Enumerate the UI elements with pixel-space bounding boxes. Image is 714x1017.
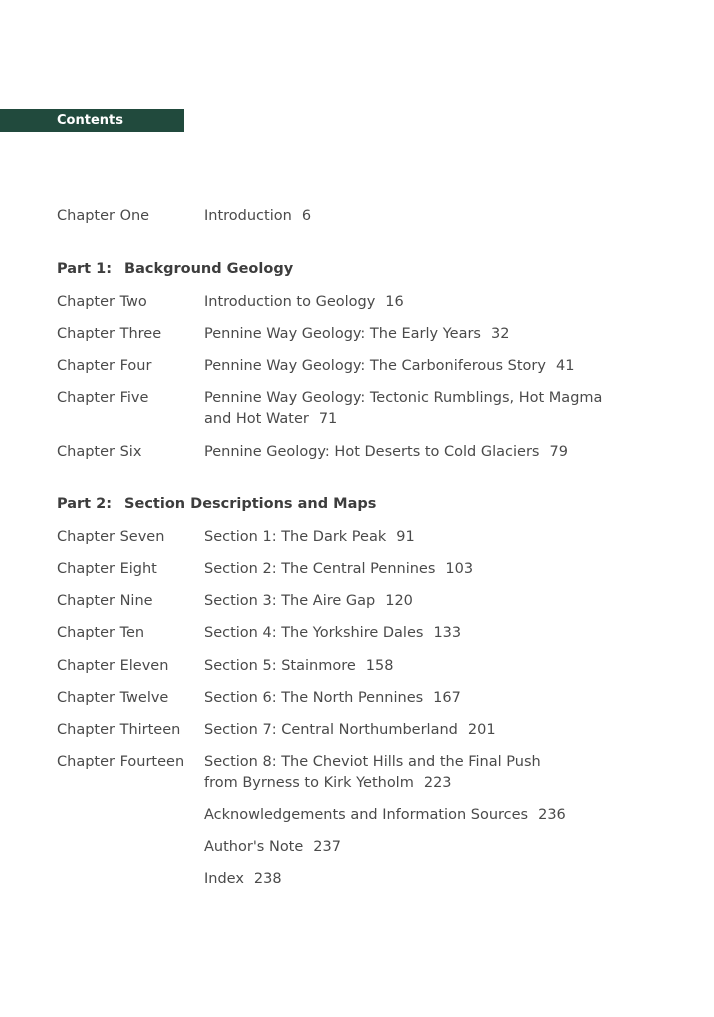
chapter-title: Pennine Way Geology: The Early Years [204,326,481,342]
chapter-title: Section 1: The Dark Peak [204,529,387,545]
page-number: 201 [467,722,496,738]
part-2-heading [57,496,376,512]
page-number: 133 [433,625,462,641]
page-number: 103 [445,561,474,577]
entry-title: Acknowledgements and Information Sources [204,807,529,823]
chapter-title: Section 6: The North Pennines [204,690,424,706]
chapter-label: Chapter Thirteen [57,722,181,738]
contents-heading: Contents [0,109,184,132]
chapter-title: Pennine Geology: Hot Deserts to Cold Glaciers [204,444,540,460]
chapter-title-line-1: Section 8: The Cheviot Hills and the Final Push [204,754,541,770]
chapter-title: Section 4: The Yorkshire Dales [204,625,424,641]
entry-title: Index [204,871,244,887]
chapter-title: Section 2: The Central Pennines [204,561,436,577]
page-number: 41 [555,358,575,374]
chapter-title-line-2: and Hot Water [204,411,309,427]
page-number: 236 [538,807,566,823]
page-number: 32 [490,326,510,342]
chapter-title: Section 5: Stainmore [204,658,356,674]
chapter-label: Chapter Fourteen [57,754,185,770]
entry-title: Author's Note [204,839,304,855]
page-number: 167 [433,690,461,706]
chapter-label: Chapter Six [57,444,142,460]
part-number: Part 2: [57,496,113,512]
page-number: 120 [385,593,413,609]
chapter-label: Chapter Nine [57,593,153,609]
chapter-label: Chapter Seven [57,529,165,545]
part-title: Section Descriptions and Maps [124,496,377,512]
chapter-title-line-2: from Byrness to Kirk Yetholm [204,775,414,791]
page-number: 16 [385,294,404,310]
chapter-title-line-1: Pennine Way Geology: Tectonic Rumblings, Hot Magma [204,390,603,406]
chapter-title: Introduction to Geology [204,294,376,310]
part-title: Background Geology [124,261,294,277]
chapter-label: Chapter Four [57,358,152,374]
part-1-heading [57,261,293,277]
chapter-label: Chapter Twelve [57,690,169,706]
page-number: 71 [318,411,338,427]
chapter-label: Chapter Five [57,390,149,406]
page-number: 79 [549,444,568,460]
chapter-title: Section 3: The Aire Gap [204,593,376,609]
page-number: 6 [301,208,312,224]
part-number: Part 1: [57,261,113,277]
chapter-label: Chapter Three [57,326,162,342]
chapter-title: Introduction [204,208,292,224]
chapter-label: Chapter Eleven [57,658,169,674]
chapter-label: Chapter One [57,208,150,224]
chapter-title: Section 7: Central Northumberland [204,722,458,738]
page-number: 158 [365,658,394,674]
page-number: 223 [423,775,452,791]
chapter-label: Chapter Two [57,294,147,310]
page-number: 238 [253,871,282,887]
chapter-label: Chapter Ten [57,625,145,641]
page-number: 91 [396,529,415,545]
chapter-title: Pennine Way Geology: The Carboniferous Story [204,358,546,374]
page-number: 237 [313,839,341,855]
chapter-label: Chapter Eight [57,561,157,577]
